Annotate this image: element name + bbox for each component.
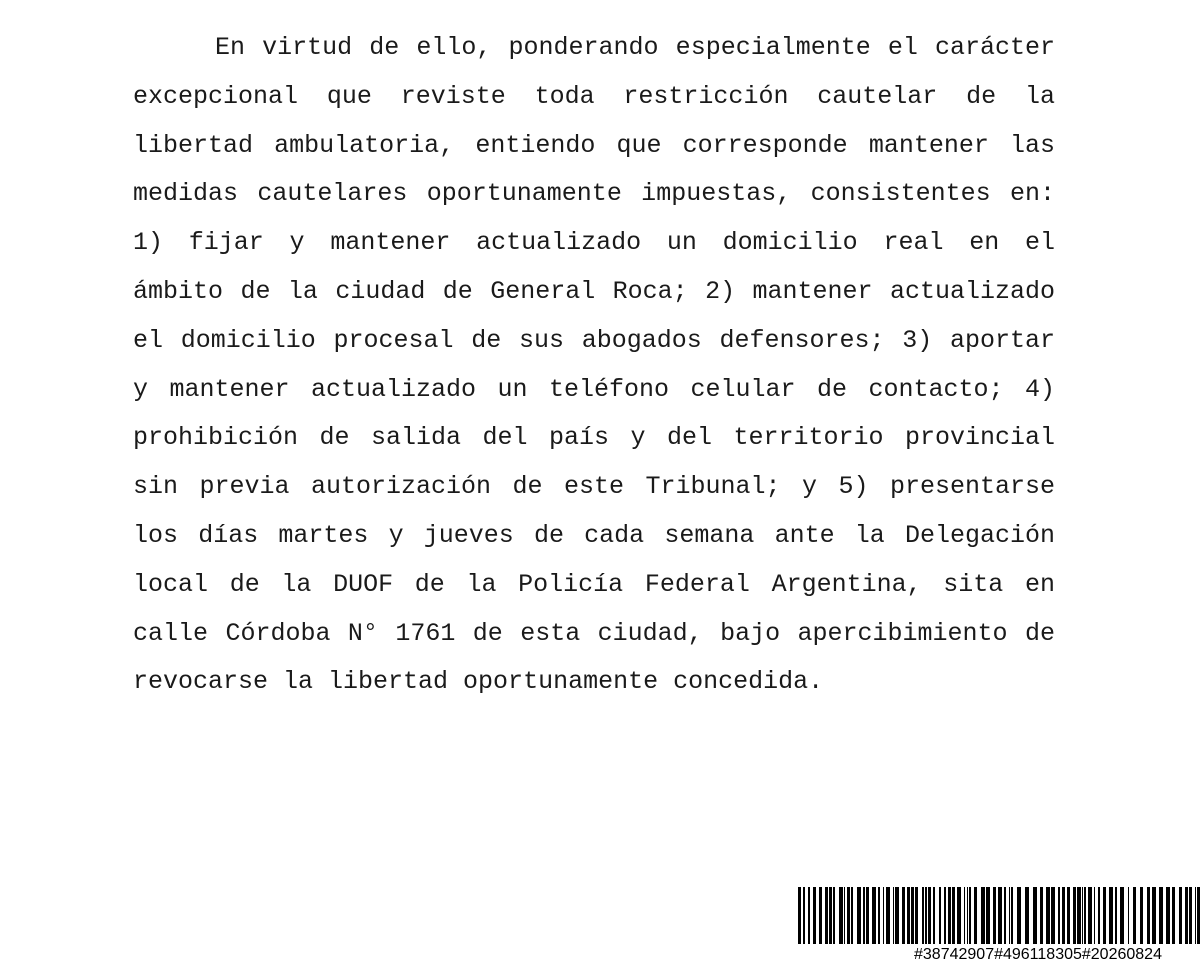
barcode-bar [808, 887, 810, 944]
barcode-bar [986, 887, 990, 944]
barcode-bar [1172, 887, 1175, 944]
barcode-bar [847, 887, 850, 944]
barcode-bar [902, 887, 905, 944]
barcode-bar [952, 887, 955, 944]
barcode-bar [993, 887, 996, 944]
barcode-bar [1051, 887, 1055, 944]
body-paragraph: En virtud de ello, ponderando especialmente el carácter excepcional que reviste toda restricción cautelar de la libertad ambulatoria, entiendo que corresponde mantener las medidas cautelares oportunamente impuestas, consistentes en: 1) fijar y mantener actualizado un domicilio real en el ámbito de la ciudad de General Roca; 2) mantener actualizado el domicilio procesal de sus abogados defensores; 3) aportar y mantener actualizado un teléfono celular de contacto; 4) prohibición de salida del país y del territorio provincial sin previa autorización de este Tribunal; y 5) presentarse los días martes y jueves de cada semana ante la Delegación local de la DUOF de la Policía Federal Argentina, sita en calle Córdoba N° 1761 de esta ciudad, bajo apercibimiento de revocarse la libertad oportunamente concedida. [133, 33, 1055, 697]
barcode-bar [839, 887, 843, 944]
barcode-bar [1103, 887, 1106, 944]
barcode-bar [1073, 887, 1076, 944]
barcode-bar [1147, 887, 1150, 944]
barcode-bar [886, 887, 890, 944]
barcode-bar [825, 887, 828, 944]
barcode-bar [844, 887, 845, 944]
barcode-bar [866, 887, 869, 944]
barcode-bar [964, 887, 965, 944]
barcode-bar [857, 887, 861, 944]
barcode-bar [1098, 887, 1100, 944]
barcode-bar [915, 887, 918, 944]
barcode-block [796, 887, 1200, 971]
barcode-bar [1009, 887, 1010, 944]
barcode-bar [1025, 887, 1029, 944]
barcode-bar [819, 887, 822, 944]
barcode-bar [872, 887, 876, 944]
barcode-bar [1033, 887, 1037, 944]
barcode-bar [928, 887, 931, 944]
barcode-bar [1179, 887, 1182, 944]
barcode-code-text: #38742907#496118305#20260824 [914, 946, 1162, 963]
barcode-bar [1094, 887, 1095, 944]
document-body [133, 24, 1055, 707]
barcode-bar [981, 887, 985, 944]
barcode-bar [833, 887, 835, 944]
barcode-bar [907, 887, 910, 944]
barcode-bar [1120, 887, 1124, 944]
barcode-bar [1077, 887, 1081, 944]
barcode-bar [893, 887, 894, 944]
barcode-bar [1088, 887, 1092, 944]
barcode-bar [1011, 887, 1013, 944]
barcode-bar [863, 887, 865, 944]
barcode-bar [829, 887, 832, 944]
barcode-bar [1140, 887, 1143, 944]
barcode-bar [1017, 887, 1021, 944]
barcode-bar [1067, 887, 1070, 944]
barcode-bar [948, 887, 951, 944]
barcode-bar [803, 887, 805, 944]
barcode-bar [798, 887, 801, 944]
barcode-bar [895, 887, 899, 944]
barcode-bar [851, 887, 853, 944]
barcode-bar [1166, 887, 1170, 944]
barcode-bar [1189, 887, 1192, 944]
barcode-bar [939, 887, 941, 944]
barcode-image [796, 887, 1200, 944]
barcode-bar [1128, 887, 1129, 944]
barcode-bar [925, 887, 927, 944]
barcode-bar [1195, 887, 1196, 944]
barcode-bar [1185, 887, 1188, 944]
barcode-bar [1159, 887, 1163, 944]
barcode-bar [878, 887, 880, 944]
barcode-bar [1004, 887, 1006, 944]
barcode-bar [922, 887, 924, 944]
barcode-bar [1058, 887, 1060, 944]
barcode-bar [957, 887, 961, 944]
barcode-bar [967, 887, 968, 944]
barcode-bar [1109, 887, 1113, 944]
barcode-bar [1046, 887, 1050, 944]
barcode-bar [1040, 887, 1043, 944]
barcode-bar [911, 887, 914, 944]
barcode-bar [998, 887, 1002, 944]
barcode-bar [1062, 887, 1065, 944]
barcode-bar [1133, 887, 1136, 944]
barcode-bar [1152, 887, 1156, 944]
barcode-bar [813, 887, 816, 944]
barcode-bar [944, 887, 946, 944]
barcode-bar [1082, 887, 1083, 944]
barcode-bar [969, 887, 971, 944]
barcode-bar [1084, 887, 1086, 944]
barcode-bar [1115, 887, 1117, 944]
barcode-bar [933, 887, 935, 944]
barcode-bar [883, 887, 884, 944]
barcode-bar [974, 887, 977, 944]
